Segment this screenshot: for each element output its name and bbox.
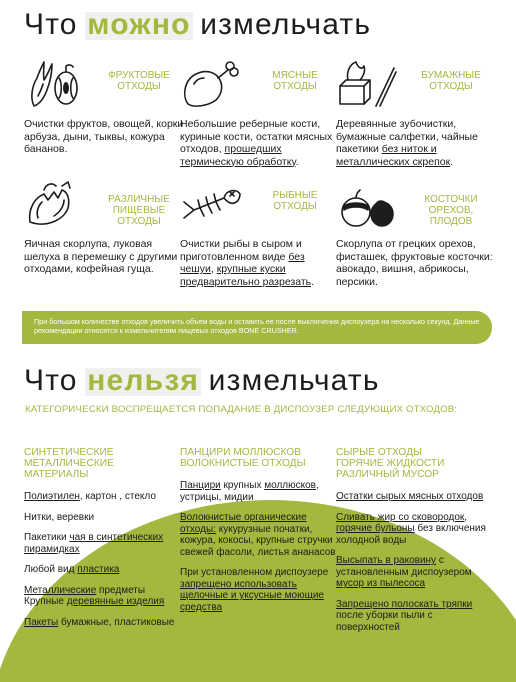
text-run: При установленном диспоузере [180, 567, 329, 578]
category-nut-shells [336, 178, 496, 288]
text-run: бумажные, пластиковые [58, 616, 175, 628]
list-item [24, 512, 180, 524]
title-can-grind [24, 10, 371, 40]
prohibited-column-shells [180, 447, 336, 622]
fish-bone-icon [180, 178, 242, 230]
text-run: крупные куски предварительно разрезать [180, 263, 312, 288]
category-meat-waste [180, 58, 340, 168]
list-item [24, 532, 180, 555]
text-run: без чешуи [180, 250, 305, 275]
category-title: МЯСНЫЕ ОТХОДЫ [272, 70, 318, 92]
text-run: прошедших термическую обработку [180, 143, 296, 168]
text-run: деревянные изделия [66, 596, 165, 607]
title-cannot-after: измельчать [199, 364, 380, 397]
paper-napkins-icon [336, 58, 398, 110]
eggshell-icon [24, 178, 86, 230]
text-run: Пакеты [24, 616, 59, 628]
list-item [180, 480, 336, 503]
prohibition-subheading: КАТЕГОРИЧЕСКИ ВОСПРЕЩАЕТСЯ ПОПАДАНИЕ В ДИСПОУЗЕР СЛЕДУЮЩИХ ОТХОДОВ: [25, 404, 458, 415]
text-run: с установленным диспоузером [336, 555, 472, 578]
text-run: крупных [220, 480, 265, 491]
column-items [24, 491, 180, 628]
text-run: без включения холодной воды [336, 523, 486, 546]
category-description [24, 238, 184, 276]
title-cannot-before: Что [24, 364, 88, 397]
category-food-waste [24, 178, 184, 288]
text-run: чая в синтетических пирамидках [24, 532, 164, 555]
text-run: Пакетики [24, 532, 70, 543]
text-run: Очистки фруктов, овощей, корки арбуза, дыни, тыквы, кожура бананов. [24, 118, 184, 155]
text-run: кукурузные початки, кожура, кокосы, крупные стручки свежей фасоли, листья ананасов [180, 523, 336, 558]
text-run: Волокнистые органические отходы: [180, 512, 307, 535]
text-run: . [311, 275, 315, 288]
list-item [180, 512, 336, 558]
text-run: запрещено использовать щелочные и уксусные моющие средства [180, 578, 324, 613]
title-cannot-highlight: нельзя [87, 364, 200, 397]
text-run: Высыпать в раковину [336, 555, 437, 566]
category-title: БУМАЖНЫЕ ОТХОДЫ [421, 70, 481, 92]
category-description [180, 238, 340, 288]
column-items [336, 491, 492, 633]
category-title: КОСТОЧКИ ОРЕХОВ, ПЛОДОВ [424, 194, 478, 227]
text-run: , [210, 263, 217, 275]
text-run: моллюсков [264, 480, 316, 491]
prohibited-column-synthetic [24, 447, 180, 637]
title-can-highlight: можно [87, 8, 191, 41]
title-cannot-grind [24, 366, 380, 396]
category-title: ФРУКТОВЫЕ ОТХОДЫ [108, 70, 170, 92]
text-run: . [450, 155, 454, 168]
column-heading: СИНТЕТИЧЕСКИЕ МЕТАЛЛИЧЕСКИЕ МАТЕРИАЛЫ [24, 447, 114, 480]
text-run: после уборки пыли с поверхностей [336, 610, 433, 633]
text-run: Металлические [24, 584, 97, 596]
category-title: РАЗЛИЧНЫЕ ПИЩЕВЫЕ ОТХОДЫ [108, 194, 170, 227]
category-description [336, 118, 496, 168]
text-run: , картон , стекло [79, 491, 156, 502]
category-description [180, 118, 340, 168]
column-heading: ПАНЦИРИ МОЛЛЮСКОВ ВОЛОКНИСТЫЕ ОТХОДЫ [180, 447, 306, 469]
text-run: Сливать жир со сковородок, горячие бульоны [336, 511, 468, 534]
category-description [336, 238, 496, 288]
list-item [336, 555, 492, 590]
text-run: пластика [77, 564, 120, 575]
title-can-after: измельчать [190, 8, 372, 41]
text-run: Запрещено полоскать тряпки [336, 598, 473, 610]
column-items [180, 480, 336, 613]
note-banner: При большом количестве отходов увеличить объем воды и оставить ее после выключения диспоузера на несколько секунд. Данные рекомендации относятся к измельчителям пищевых отходов BONE CRUSHER. [22, 311, 492, 344]
category-fish-waste [180, 178, 340, 288]
prohibited-column-raw [336, 447, 492, 642]
text-run: Скорлупа от грецких орехов, фисташек, фруктовые косточки: авокадо, вишня, абрикосы, персики. [336, 238, 493, 288]
list-item [24, 617, 180, 629]
text-run: , устрицы, мидии [180, 480, 319, 503]
text-run: Небольшие реберные кости, куриные кости, остатки мясных отходов, [180, 118, 333, 155]
text-run: Очистки рыбы в сыром и приготовленном виде [180, 238, 302, 263]
list-item [24, 585, 180, 608]
text-run: Деревянные зубочистки, бумажные салфетки, чайные пакетики [336, 118, 478, 155]
text-run: Панцири [180, 480, 221, 491]
text-run: предметы Крупные [24, 584, 146, 607]
list-item [336, 512, 492, 547]
list-item [24, 491, 180, 503]
fruit-waste-icon [24, 58, 86, 110]
text-run: Любой вид [24, 564, 78, 575]
nuts-icon [336, 178, 398, 230]
category-fruit-waste [24, 58, 184, 168]
text-run: . [295, 155, 299, 168]
category-description [24, 118, 184, 156]
category-paper-waste [336, 58, 496, 168]
column-heading: СЫРЫЕ ОТХОДЫ ГОРЯЧИЕ ЖИДКОСТИ РАЗЛИЧНЫЙ МУСОР [336, 447, 445, 480]
category-title: РЫБНЫЕ ОТХОДЫ [272, 190, 318, 212]
meat-bone-icon [180, 58, 242, 110]
text-run: Яичная скорлупа, луковая шелуха в перемешку с другими отходами, кофейная гуща. [24, 238, 178, 275]
list-item [336, 599, 492, 634]
text-run: Нитки, веревки [24, 511, 95, 523]
list-item [336, 491, 492, 503]
list-item [180, 567, 336, 613]
text-run: Остатки сырых мясных отходов [336, 491, 484, 502]
text-run: без ниток и металлических скрепок [336, 143, 451, 168]
title-can-before: Что [24, 8, 88, 41]
list-item [24, 564, 180, 576]
text-run: Полиэтилен [24, 491, 80, 502]
text-run: мусор из пылесоса [336, 578, 426, 589]
